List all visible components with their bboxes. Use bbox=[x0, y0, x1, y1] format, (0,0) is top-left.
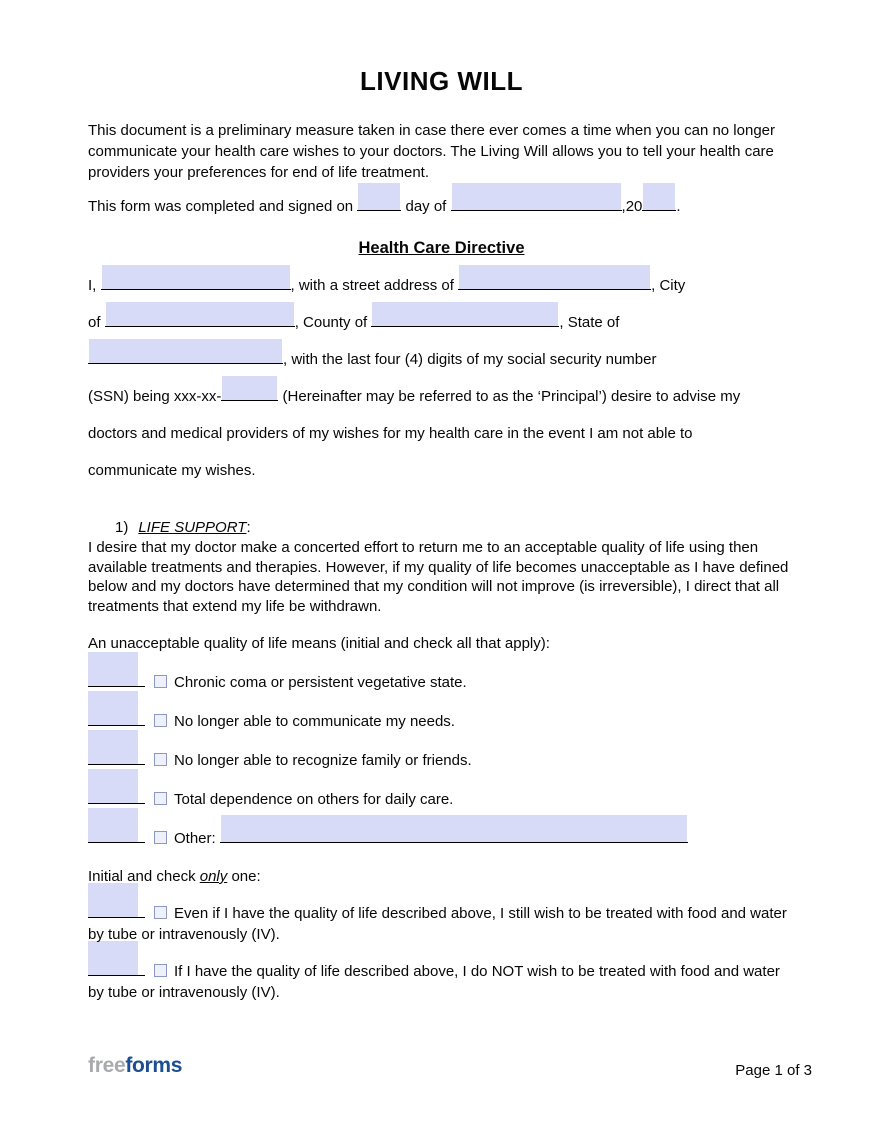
city-field[interactable] bbox=[105, 326, 295, 327]
checkbox-icon[interactable] bbox=[154, 675, 167, 688]
document-title: LIVING WILL bbox=[360, 66, 523, 96]
initials-field[interactable] bbox=[88, 803, 145, 804]
check-label: No longer able to communicate my needs. bbox=[174, 713, 455, 730]
directive-line1-mid: , with a street address of bbox=[290, 277, 454, 294]
signed-period: . bbox=[676, 198, 681, 215]
signed-prefix: This form was completed and signed on bbox=[88, 198, 354, 215]
option-label: If I have the quality of life described above, I do NOT wish to be treated with food and water by tube or intravenously (IV). bbox=[88, 963, 780, 1001]
directive-line3-end: , with the last four (4) digits of my social security number bbox=[283, 351, 657, 368]
only-prompt-pre: Initial and check bbox=[88, 868, 196, 885]
signed-date-line bbox=[88, 196, 795, 217]
directive-line4-pre: (SSN) being xxx-xx- bbox=[88, 388, 222, 405]
only-prompt-em: only bbox=[199, 868, 228, 885]
principal-name-field[interactable] bbox=[101, 289, 291, 290]
initials-field[interactable] bbox=[88, 725, 145, 726]
ssn-last4-field[interactable] bbox=[221, 400, 278, 401]
check-row-chronic-coma bbox=[88, 672, 795, 693]
check-label: Chronic coma or persistent vegetative state. bbox=[174, 674, 467, 691]
intro-paragraph: This document is a preliminary measure taken in case there ever comes a time when you can no longer communicate your health care wishes to your doctors. The Living Will allows you to tell your health care providers your preferences for end of life treatment. bbox=[88, 122, 776, 181]
signed-day-of: day of bbox=[405, 198, 447, 215]
check-row-other bbox=[88, 828, 795, 849]
life-support-paragraph: I desire that my doctor make a concerted effort to return me to an acceptable quality of life using then available treatments and therapies. However, if my quality of life becomes unacceptable as I have defined below and my doctors have determined that my condition will not improve (is irreversible), I direct that all treatments that extend my life be withdrawn. bbox=[88, 539, 789, 615]
logo-free-text: free bbox=[88, 1054, 126, 1077]
directive-line1-end: , City bbox=[651, 277, 686, 294]
checkbox-icon[interactable] bbox=[154, 714, 167, 727]
directive-line2-mid: , County of bbox=[294, 314, 368, 331]
section-colon: : bbox=[246, 519, 251, 536]
health-care-directive-heading: Health Care Directive bbox=[358, 239, 525, 257]
directive-paragraph bbox=[88, 267, 795, 489]
freeforms-logo bbox=[88, 1054, 182, 1078]
directive-line1-pre: I, bbox=[88, 277, 97, 294]
signed-year-prefix: ,20 bbox=[621, 198, 643, 215]
directive-line2-pre: of bbox=[88, 314, 101, 331]
day-field[interactable] bbox=[357, 210, 401, 211]
option-row-not-wish-food bbox=[88, 961, 795, 1003]
other-description-field[interactable] bbox=[220, 842, 688, 843]
check-row-total-dependence bbox=[88, 789, 795, 810]
life-support-heading bbox=[115, 517, 795, 538]
initials-field[interactable] bbox=[88, 686, 145, 687]
check-label: Total dependence on others for daily care. bbox=[174, 791, 454, 808]
only-one-prompt bbox=[88, 866, 795, 887]
option-row-still-wish-food bbox=[88, 903, 795, 945]
directive-line5: doctors and medical providers of my wishes for my health care in the event I am not able to bbox=[88, 425, 693, 442]
year-field[interactable] bbox=[642, 210, 676, 211]
state-field[interactable] bbox=[88, 363, 283, 364]
directive-line2-end: , State of bbox=[559, 314, 620, 331]
logo-forms-text: forms bbox=[125, 1054, 183, 1077]
checkbox-icon[interactable] bbox=[154, 831, 167, 844]
directive-line4-end: (Hereinafter may be referred to as the ‘Principal’) desire to advise my bbox=[282, 388, 741, 405]
checkbox-icon[interactable] bbox=[154, 753, 167, 766]
county-field[interactable] bbox=[371, 326, 559, 327]
section-number: 1) bbox=[115, 519, 129, 536]
option-label: Even if I have the quality of life described above, I still wish to be treated with food and water by tube or intravenously (IV). bbox=[88, 905, 787, 943]
checkbox-icon[interactable] bbox=[154, 964, 167, 977]
initials-field[interactable] bbox=[88, 975, 145, 976]
month-field[interactable] bbox=[451, 210, 622, 211]
checkbox-icon[interactable] bbox=[154, 792, 167, 805]
unacceptable-quality-prompt: An unacceptable quality of life means (initial and check all that apply): bbox=[88, 635, 550, 652]
initials-field[interactable] bbox=[88, 842, 145, 843]
checkbox-icon[interactable] bbox=[154, 906, 167, 919]
only-prompt-post: one: bbox=[231, 868, 261, 885]
initials-field[interactable] bbox=[88, 917, 145, 918]
check-row-communicate-needs bbox=[88, 711, 795, 732]
street-address-field[interactable] bbox=[458, 289, 651, 290]
check-label: Other: bbox=[174, 830, 216, 847]
directive-line6: communicate my wishes. bbox=[88, 462, 256, 479]
check-label: No longer able to recognize family or friends. bbox=[174, 752, 472, 769]
page-number-label: Page 1 of 3 bbox=[735, 1062, 812, 1079]
section-label: LIFE SUPPORT bbox=[138, 519, 247, 536]
check-row-recognize-family bbox=[88, 750, 795, 771]
initials-field[interactable] bbox=[88, 764, 145, 765]
